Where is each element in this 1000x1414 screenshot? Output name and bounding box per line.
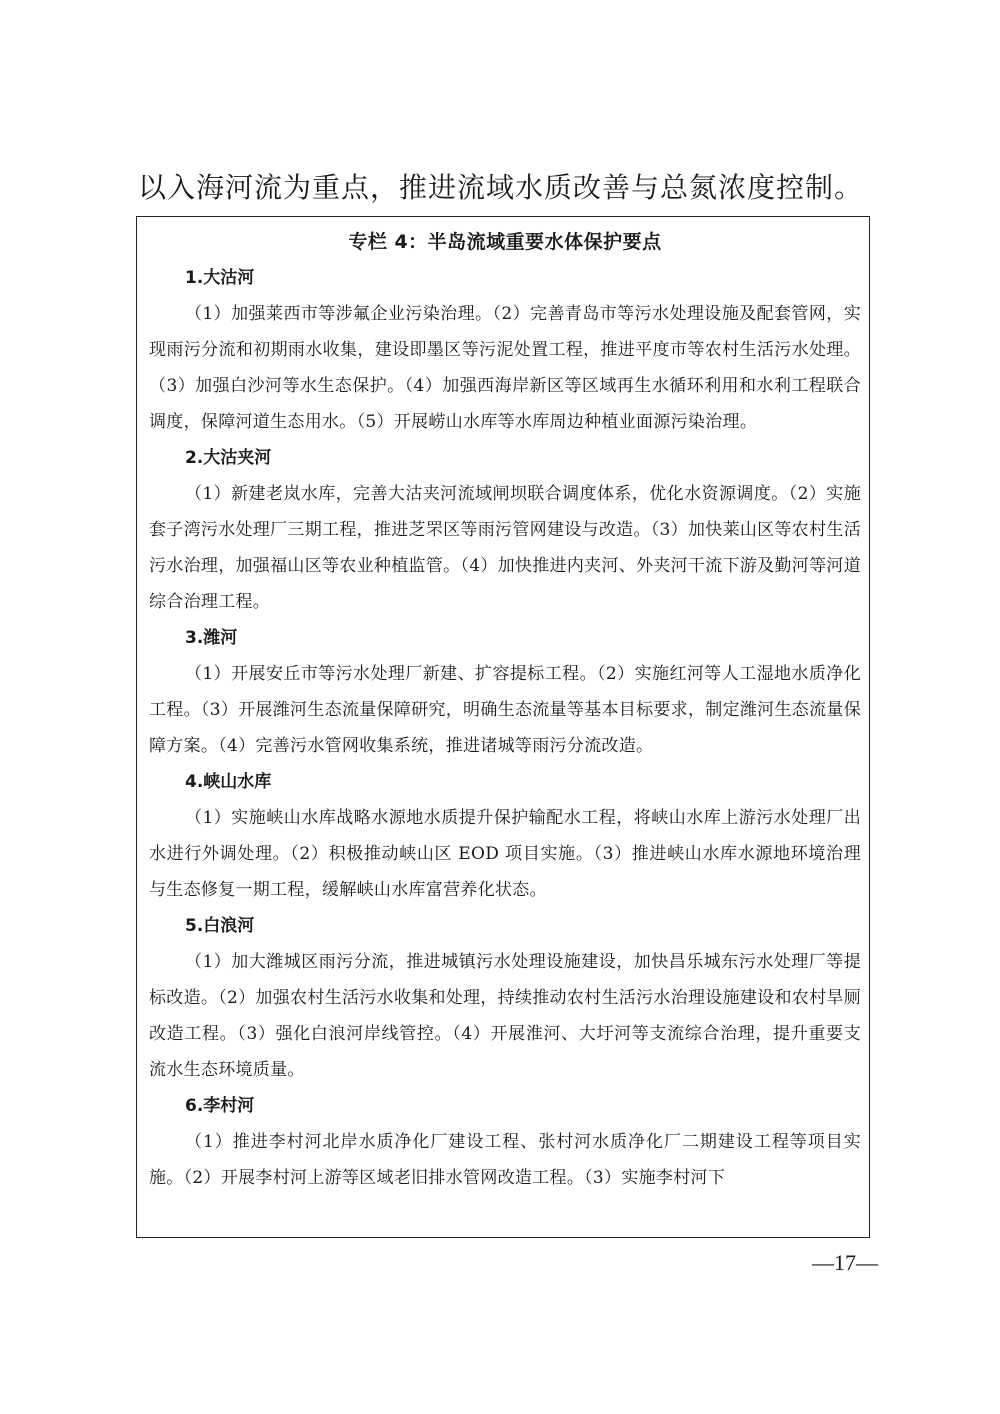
- section-body: （1）实施峡山水库战略水源地水质提升保护输配水工程，将峡山水库上游污水处理厂出水进行外调处理。（2）积极推动峡山区 EOD 项目实施。（3）推进峡山水库水源地环境治理与生态修复一期工程，缓解峡山水库富营养化状态。: [149, 808, 861, 900]
- section-dagu-river: [149, 260, 861, 440]
- section-wei-river: [149, 620, 861, 764]
- section-heading: 4.峡山水库: [185, 772, 272, 792]
- column-box: [136, 216, 870, 1238]
- section-body: （1）加强莱西市等涉氟企业污染治理。（2）完善青岛市等污水处理设施及配套管网，实现雨污分流和初期雨水收集，建设即墨区等污泥处置工程，推进平度市等农村生活污水处理。（3）加强白沙河等水生态保护。（4）加强西海岸新区等区域再生水循环利用和水利工程联合调度，保障河道生态用水。（5）开展崂山水库等水库周边种植业面源污染治理。: [149, 304, 861, 432]
- section-dagujia-river: [149, 440, 861, 620]
- section-xiashan-reservoir: [149, 764, 861, 908]
- page-number: —17—: [812, 1250, 878, 1275]
- intro-paragraph: 以入海河流为重点，推进流域水质改善与总氮浓度控制。: [138, 171, 864, 204]
- column-title: 专栏 4：半岛流域重要水体保护要点: [348, 231, 662, 253]
- section-body: （1）加大潍城区雨污分流，推进城镇污水处理设施建设，加快昌乐城东污水处理厂等提标改造。（2）加强农村生活污水收集和处理，持续推动农村生活污水治理设施建设和农村旱厕改造工程。（3）强化白浪河岸线管控。（4）开展淮河、大圩河等支流综合治理，提升重要支流水生态环境质量。: [149, 952, 861, 1080]
- section-licun-river: [149, 1088, 861, 1196]
- section-heading: 3.潍河: [185, 628, 238, 648]
- section-heading: 1.大沽河: [185, 268, 255, 288]
- section-heading: 5.白浪河: [185, 916, 255, 936]
- section-body: （1）新建老岚水库，完善大沽夹河流域闸坝联合调度体系，优化水资源调度。（2）实施套子湾污水处理厂三期工程，推进芝罘区等雨污管网建设与改造。（3）加快莱山区等农村生活污水治理，加强福山区等农业种植监管。（4）加快推进内夹河、外夹河干流下游及勤河等河道综合治理工程。: [149, 484, 861, 612]
- section-heading: 2.大沽夹河: [185, 448, 272, 468]
- section-bailang-river: [149, 908, 861, 1088]
- section-heading: 6.李村河: [185, 1096, 255, 1116]
- section-body: （1）开展安丘市等污水处理厂新建、扩容提标工程。（2）实施红河等人工湿地水质净化工程。（3）开展潍河生态流量保障研究，明确生态流量等基本目标要求，制定潍河生态流量保障方案。（4）完善污水管网收集系统，推进诸城等雨污分流改造。: [149, 664, 861, 756]
- section-body: （1）推进李村河北岸水质净化厂建设工程、张村河水质净化厂二期建设工程等项目实施。（2）开展李村河上游等区域老旧排水管网改造工程。（3）实施李村河下: [149, 1132, 861, 1188]
